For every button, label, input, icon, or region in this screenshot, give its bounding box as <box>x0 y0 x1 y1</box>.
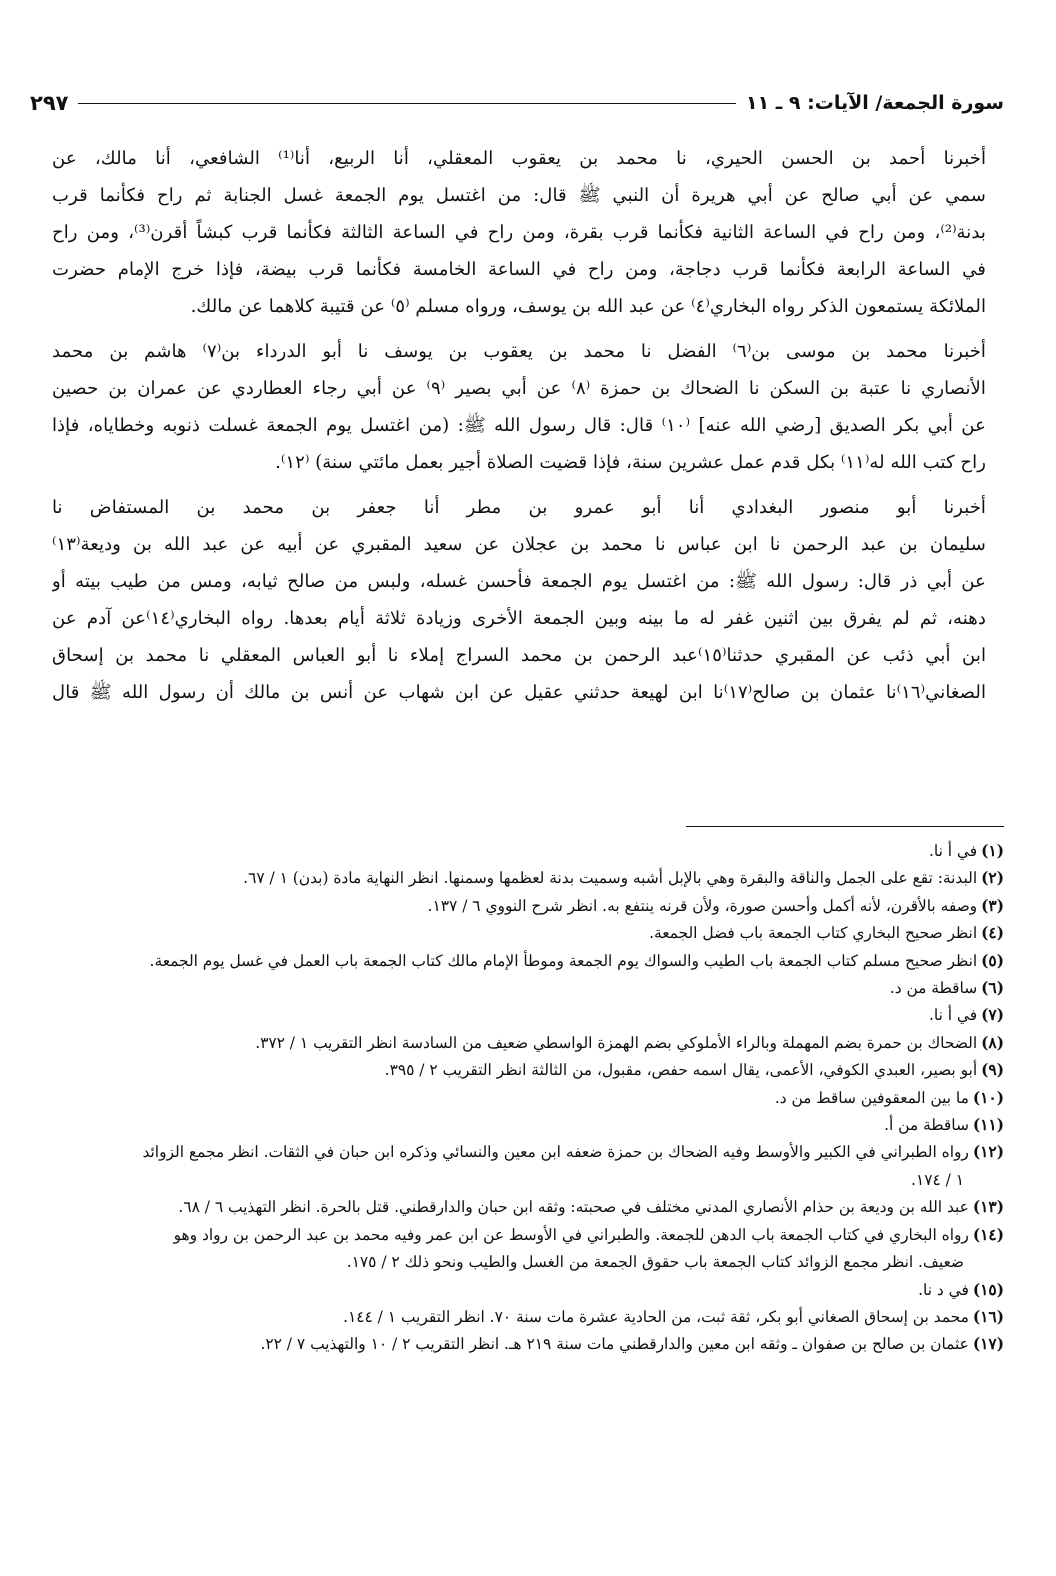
footnote-text: انظر صحيح مسلم كتاب الجمعة باب الطيب والسواك يوم الجمعة وموطأ الإمام مالك كتاب الجمعة باب العمل في غسل يوم الجمعة. <box>149 951 978 970</box>
text-line: بدنة⁽²⁾، ومن راح في الساعة الثانية فكأنما قرب بقرة، ومن راح في الساعة الثالثة فكأنما قرب كبشاً أقرن⁽³⁾، ومن راح <box>52 222 986 243</box>
footnote <box>40 1057 1004 1084</box>
footnote-number: (٧) <box>981 1006 1004 1025</box>
footnote-number: (١٥) <box>972 1280 1004 1299</box>
footnote-text: وصفه بالأقرن، لأنه أكمل وأحسن صورة، ولأن قرنه ينتفع به. انظر شرح النووي ٦ / ١٣٧. <box>427 896 978 915</box>
text-line: أخبرنا أبو منصور البغدادي أنا أبو عمرو بن مطر أنا جعفر بن محمد بن المستفاض نا <box>52 497 986 518</box>
footnote-continuation <box>40 1249 1004 1276</box>
text-line: دهنه، ثم لم يفرق بين اثنين غفر له ما بينه وبين الجمعة الأخرى وزيادة ثلاثة أيام بعدها. رواه البخاري⁽١٤⁾عن آدم عن <box>52 608 986 629</box>
footnote-text: انظر صحيح البخاري كتاب الجمعة باب فضل الجمعة. <box>649 924 978 943</box>
running-header <box>30 88 1004 118</box>
footnote <box>40 975 1004 1002</box>
footnote-number: (٦) <box>981 979 1004 998</box>
footnote-number: (١٢) <box>972 1143 1004 1162</box>
footnote-number: (١٧) <box>972 1335 1004 1354</box>
text-line: الأنصاري نا عتبة بن السكن نا الضحاك بن حمزة ⁽٨⁾ عن أبي بصير ⁽٩⁾ عن أبي رجاء العطاردي عن عمران بن حصين <box>52 378 986 399</box>
main-text <box>52 140 1004 719</box>
footnote-number: (٥) <box>981 951 1004 970</box>
text-line: في الساعة الرابعة فكأنما قرب دجاجة، ومن راح في الساعة الخامسة فكأنما قرب بيضة، فإذا خرج الإمام حضرت <box>52 259 986 280</box>
footnote-number: (٨) <box>981 1033 1004 1052</box>
footnote <box>40 948 1004 975</box>
footnote-text: ما بين المعقوفين ساقط من د. <box>774 1088 969 1107</box>
footnote-text: في أ نا. <box>929 1006 978 1025</box>
footnote-number: (٩) <box>981 1061 1004 1080</box>
footnote-text: في د نا. <box>918 1280 969 1299</box>
footnote-number: (١١) <box>972 1116 1004 1135</box>
footnote-text: ساقطة من أ. <box>884 1116 969 1135</box>
footnote-number: (٤) <box>981 924 1004 943</box>
text-line: سمي عن أبي صالح عن أبي هريرة أن النبي ﷺ قال: من اغتسل يوم الجمعة غسل الجنابة ثم راح فكأنما قرب <box>52 185 986 206</box>
text-line: ابن أبي ذئب عن المقبري حدثنا⁽١٥⁾عبد الرحمن بن محمد السراج إملاء نا أبو العباس المعقلي نا محمد بن إسحاق <box>52 645 986 666</box>
footnote-number: (١٣) <box>972 1198 1004 1217</box>
paragraph-2 <box>52 333 1004 481</box>
text-line: راح كتب الله له⁽١١⁾ بكل قدم عمل عشرين سنة، فإذا قضيت الصلاة أجير بعمل مائتي سنة) ⁽١٢⁾. <box>275 452 986 473</box>
text-line: أخبرنا محمد بن موسى بن⁽٦⁾ الفضل نا محمد بن يعقوب بن يوسف نا أبو الدرداء بن⁽٧⁾ هاشم بن محمد <box>52 341 986 362</box>
footnote <box>40 1085 1004 1112</box>
paragraph-1 <box>52 140 1004 325</box>
page-number: ٢٩٧ <box>30 91 69 115</box>
footnote <box>40 865 1004 892</box>
footnote-text: ساقطة من د. <box>889 979 978 998</box>
footnote <box>40 1112 1004 1139</box>
text-line: أخبرنا أحمد بن الحسن الحيري، نا محمد بن يعقوب المعقلي، أنا الربيع، أنا⁽¹⁾ الشافعي، أنا مالك، عن <box>52 148 986 169</box>
footnote <box>40 1002 1004 1029</box>
footnote <box>40 838 1004 865</box>
footnote-text: عثمان بن صالح بن صفوان ـ وثقه ابن معين والدارقطني مات سنة ٢١٩ هـ. انظر التقريب ٢ / ١٠ والتهذيب ٧ / ٢٢. <box>260 1335 969 1354</box>
footnote-number: (١٤) <box>972 1225 1004 1244</box>
footnotes <box>40 838 1004 1359</box>
text-line: الملائكة يستمعون الذكر رواه البخاري⁽٤⁾ عن عبد الله بن يوسف، ورواه مسلم ⁽٥⁾ عن قتيبة كلاهما عن مالك. <box>190 296 986 317</box>
footnote <box>40 1030 1004 1057</box>
footnote-continuation <box>40 1167 1004 1194</box>
text-line: الصغاني⁽١٦⁾نا عثمان بن صالح⁽١٧⁾نا ابن لهيعة حدثني عقيل عن ابن شهاب عن أنس بن مالك أن رسول الله ﷺ قال <box>52 682 986 703</box>
footnote <box>40 1194 1004 1221</box>
footnote <box>40 1139 1004 1166</box>
footnote-number: (٣) <box>981 896 1004 915</box>
footnote-text: محمد بن إسحاق الصغاني أبو بكر، ثقة ثبت، من الحادية عشرة مات سنة ٧٠. انظر التقريب ١ / ١٤٤. <box>343 1307 969 1326</box>
footnote-number: (١٠) <box>972 1088 1004 1107</box>
text-line: عن أبي بكر الصديق [رضي الله عنه] ⁽١٠⁾ قال: قال رسول الله ﷺ: (من اغتسل يوم الجمعة غسلت ذنوبه وخطاياه، فإذا <box>52 415 987 436</box>
footnote-number: (٢) <box>981 869 1004 888</box>
footnote-text: رواه البخاري في كتاب الجمعة باب الدهن للجمعة. والطبراني في الأوسط عن ابن عمر وفيه محمد بن عبد الرحمن بن رواد وهو <box>173 1225 969 1244</box>
paragraph-3 <box>52 489 1004 711</box>
footnote-text: رواه الطبراني في الكبير والأوسط وفيه الضحاك بن حمزة ضعفه ابن معين والنسائي وذكره ابن حبان في الثقات. انظر مجمع الزوائد <box>142 1143 969 1162</box>
text-line: سليمان بن عبد الرحمن نا ابن عباس نا محمد بن عجلان عن سعيد المقبري عن أبيه عن عبد الله بن وديعة⁽١٣⁾ <box>52 534 986 555</box>
footnote <box>40 1277 1004 1304</box>
footnote <box>40 893 1004 920</box>
footnote-number: (١) <box>981 842 1004 860</box>
footnote <box>40 1304 1004 1331</box>
footnote-number: (١٦) <box>972 1307 1004 1326</box>
footnote-text: أبو بصير، العبدي الكوفي، الأعمى، يقال اسمه حفص، مقبول، من الثالثة انظر التقريب ٢ / ٣٩٥. <box>384 1061 978 1080</box>
chapter-title: سورة الجمعة/ الآيات: ٩ ـ ١١ <box>745 92 1004 114</box>
footnote <box>40 1331 1004 1358</box>
footnote-text: البدنة: تقع على الجمل والناقة والبقرة وهي بالإبل أشبه وسميت بدنة لعظمها وسمنها. انظر النهاية مادة (بدن) ١ / ٦٧. <box>243 869 978 888</box>
footnote <box>40 920 1004 947</box>
footnote-text: عبد الله بن وديعة بن حذام الأنصاري المدني مختلف في صحبته: وثقه ابن حبان والدارقطني. قتل بالحرة. انظر التهذيب ٦ / ٦٨. <box>178 1198 969 1217</box>
header-rule <box>78 103 736 104</box>
footnote <box>40 1222 1004 1249</box>
footnote-separator <box>686 826 1004 827</box>
footnote-text: في أ نا. <box>929 842 978 860</box>
text-line: عن أبي ذر قال: رسول الله ﷺ: من اغتسل يوم الجمعة فأحسن غسله، ولبس من صالح ثيابه، ومس من طيب بيته أو <box>52 571 986 592</box>
footnote-text: الضحاك بن حمرة بضم المهملة وبالراء الأملوكي بضم الهمزة الواسطي ضعيف من السادسة انظر التقريب ١ / ٣٧٢. <box>255 1033 978 1052</box>
footnote-text: ضعيف. انظر مجمع الزوائد كتاب الجمعة باب حقوق الجمعة من الغسل والطيب ونحو ذلك ٢ / ١٧٥. <box>346 1253 964 1272</box>
footnote-text: ١ / ١٧٤. <box>911 1170 964 1189</box>
